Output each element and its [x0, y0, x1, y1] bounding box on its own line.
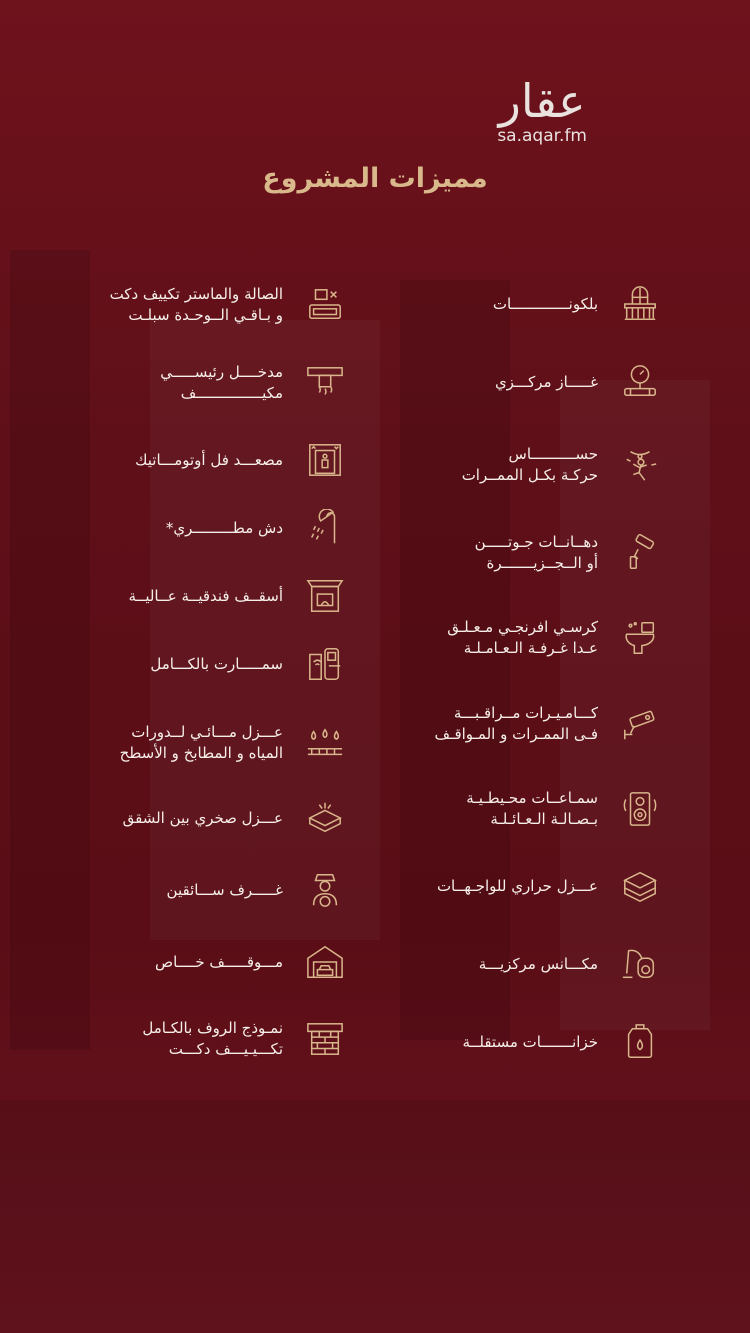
feature-private-parking — [45, 942, 345, 982]
feature-label: عـــزل مـــائـي لــدورات المياه و المطابخ و الأسطح — [119, 723, 283, 762]
feature-main-entrance-ac — [45, 362, 345, 404]
feature-label: غـــــرف ســـائقين — [166, 880, 283, 899]
central-ac-icon — [305, 363, 345, 403]
paint-roller-icon — [620, 533, 660, 573]
feature-label: خزانـــــــات مستقلــة — [462, 1032, 598, 1051]
feature-label: مصعـــد فل أوتومـــاتيك — [135, 450, 283, 469]
feature-water-tanks — [405, 1022, 660, 1062]
shower-icon — [305, 508, 345, 548]
brick-chimney-icon — [305, 1019, 345, 1059]
feature-label: أسقــف فندقيــة عــاليــة — [128, 586, 283, 605]
speaker-icon — [620, 789, 660, 829]
water-tank-icon — [620, 1022, 660, 1062]
feature-label: عـــزل حراري للواجـهــات — [436, 876, 598, 895]
logo-word: عقار — [498, 74, 586, 128]
feature-label: نمـوذج الروف بالكـامل تكـــيـيـــف دكـــت — [142, 1019, 283, 1058]
feature-label: حســــــــــاس حركـة بكـل الممــرات — [461, 445, 598, 484]
feature-central-gas — [405, 362, 660, 402]
feature-smart-home — [45, 644, 345, 684]
toilet-icon — [620, 618, 660, 658]
feature-label: غـــــاز مركـــزي — [494, 372, 598, 391]
background-ground — [0, 1100, 750, 1333]
feature-thermal-insulation — [405, 866, 660, 906]
feature-rock-insulation — [45, 798, 345, 838]
feature-motion-sensor — [405, 444, 660, 486]
background-building — [150, 320, 380, 940]
balcony-icon — [620, 284, 660, 324]
feature-label: عـــزل صخري بين الشقق — [122, 808, 283, 827]
hotel-ceiling-icon — [305, 576, 345, 616]
vacuum-icon — [620, 944, 660, 984]
driver-icon — [305, 870, 345, 910]
garage-icon — [305, 942, 345, 982]
feature-label: الصالة والماستر تكييف دكت و بـاقـي الــوحـدة سبلـت — [109, 285, 283, 324]
feature-label: دهــانــات جـوتـــــن أو الــجــزيـــــــرة — [474, 533, 598, 572]
feature-driver-rooms — [45, 870, 345, 910]
water-insulation-icon — [305, 723, 345, 763]
feature-hotel-ceilings — [45, 576, 345, 616]
ac-unit-icon — [305, 285, 345, 325]
feature-label: سمـــــارت بالكـــامل — [150, 654, 283, 673]
feature-rain-shower — [45, 508, 345, 548]
gas-meter-icon — [620, 362, 660, 402]
feature-label: مدخــــل رئيســـــي مكيـــــــــــــــف — [160, 363, 283, 402]
feature-balconies — [405, 284, 660, 324]
motion-sensor-icon — [620, 445, 660, 485]
rock-insulation-icon — [305, 798, 345, 838]
feature-label: كرسـي افرنجـي مـعـلـق عـدا غـرفـة الـعـامـلـة — [447, 618, 598, 657]
feature-ac-duct-split — [45, 284, 345, 326]
feature-central-vacuum — [405, 944, 660, 984]
logo-url: sa.aqar.fm — [497, 126, 587, 146]
feature-label: دش مطـــــــــري* — [165, 518, 283, 537]
page-title: مميزات المشروع — [262, 163, 488, 194]
feature-label: سمـاعــات محـيطـيـة بـصـالـة الـعـائـلـة — [466, 789, 598, 828]
feature-water-insulation — [45, 722, 345, 764]
logo — [497, 74, 587, 146]
thermal-insulation-icon — [620, 866, 660, 906]
feature-roof-model — [45, 1018, 345, 1060]
smart-lock-icon — [305, 644, 345, 684]
cctv-camera-icon — [620, 704, 660, 744]
feature-label: كـــامـيـرات مــراقـبـــة فـى الممـرات و المـواقـف — [434, 704, 598, 743]
feature-label: مكـــانس مركزيـــة — [478, 954, 598, 973]
feature-toilet — [405, 617, 660, 659]
feature-label: مـــوقـــــف خــــاص — [155, 952, 283, 971]
feature-speakers — [405, 788, 660, 830]
feature-cctv — [405, 703, 660, 745]
feature-elevator — [45, 440, 345, 480]
feature-label: بلكونـــــــــــــات — [492, 294, 598, 313]
feature-paints — [405, 532, 660, 574]
elevator-icon — [305, 440, 345, 480]
